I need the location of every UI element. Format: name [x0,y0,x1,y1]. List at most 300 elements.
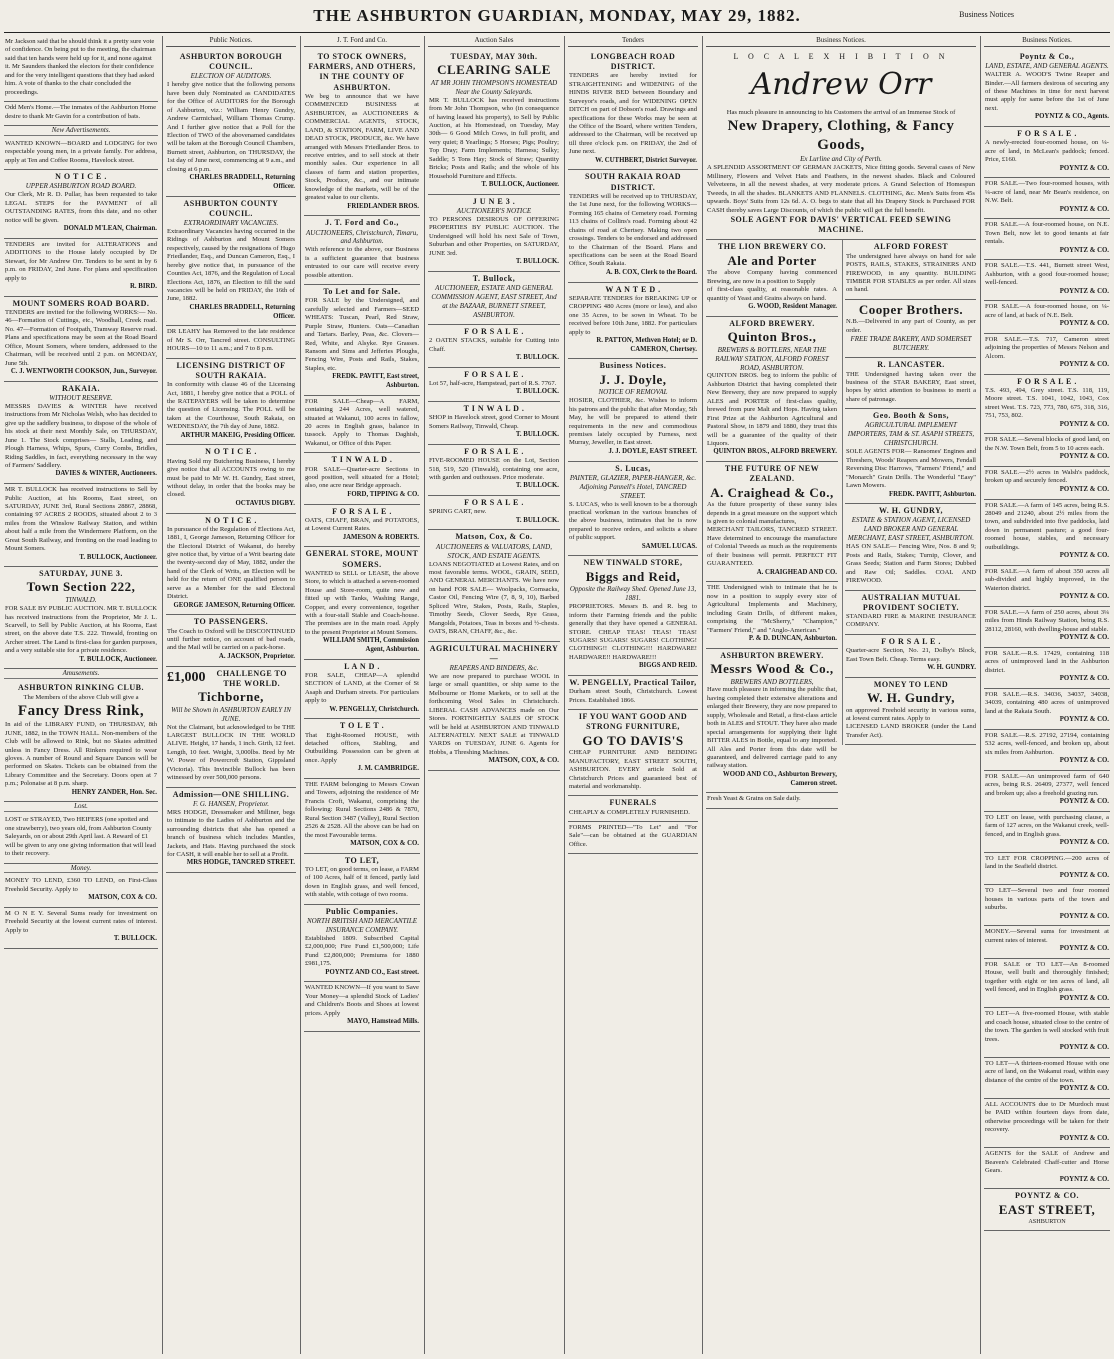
advert-heading: To Let and for Sale. [323,287,401,297]
advert-heading: T. Bullock, [472,273,516,283]
advert-heading: ASHBURTON BREWERY. [720,650,824,660]
advert-block [304,505,420,548]
advert-subheading: NOTICE OF REMOVAL [598,388,668,397]
advert-body: FIVE-ROOMED HOUSE on the Lot, Section 518, 519, 520 (Tinwald), containing one acre, with garden and outhouses. Price moderate. [429,457,559,481]
advert-block [984,648,1110,689]
advert-signature: POYNTZ & CO. [1059,246,1109,254]
advert-body: TENDERS are invited for ALTERATIONS and ADDITIONS to the House lately occupied by Dr Stewart, for Mr Andrew Orr. Tenders to be sent in by 6 p.m. on FRIDAY, 2nd June. For plans and specification apply to [5,240,157,282]
advert-signature: FREDK. PAVITT, Ashburton. [888,490,976,498]
advert-body: TO LET—Several two and four roomed houses in various parts of the town and suburbs. [985,887,1109,912]
advert-subheading: BREWERS AND BOTTLERS, [730,677,814,686]
advert-heading: THE LION BREWERY CO. [717,242,827,252]
advert-signature: R. PATTON, Methven Hotel; or D. CAMERON, Chertsey. [596,337,697,353]
advert-block [428,445,560,496]
advert-block [984,566,1110,607]
advert-body: SPRING CART, new. [429,508,487,516]
advert-signature: W. H. GUNDRY. [927,663,976,671]
advert-block [304,982,420,1031]
advert-signature: J. J. DOYLE, EAST STREET. [608,447,697,455]
advert-subheading: FREE TRADE BAKERY, AND SOMERSET BUTCHERY. [850,335,972,353]
advert-block [568,676,698,710]
article-intro: Mr Jackson said that he should think it a pretty sure vote of confidence. On being put to the meeting, the chairman said that ten hands were held up for it, and none against it. Mr Saunders thanked the electors for their confidence and for the very intelligent questions that they had asked him. A vote of thanks to the chair concluded the proceedings. [4,36,158,102]
advert-signature: WOOD AND CO., Ashburton Brewery, Cameron street. [722,770,837,787]
advert-heading: W. PENGELLY, Practical Tailor, [569,677,697,687]
advert-block [568,359,698,461]
advert-signature: DAVIES & WINTER, Auctioneers. [55,470,157,478]
advert-body: WANTED KNOWN—BOARD and LODGING for two respectable young men, in a private family. For address, apply at Ten and Coffee Rooms, Havelock street. [5,139,157,164]
advert-heading: Admission—ONE SHILLING. [172,789,290,799]
advert-coin: £1,000 [167,669,206,685]
advert-body: N.B.—Delivered in any part of County, as per order. [846,318,976,334]
advert-body: LOANS NEGOTIATED at Lowest Rates, and on most favorable terms. WOOL, GRAIN, SEED, AND GENERAL MERCHANTS. We have now on hand FOR SALE— Woolpacks, Cornsacks, Castor Oil, Fencing Wire (7, 8, 9, 10), Barbed Spliced Wire, Stakes, Posts, Rails, Staples, Timothy Seeds, Clover Seeds, Rye Grass, Mangolds, Potatoes, Teas in boxes and ½-chests. OATS, BRAN, CHAFF, &c., &c. [429,560,559,636]
advert-subheading: BREWERS & BOTTLERS, NEAR THE RAILWAY STATION, ALFORD FOREST ROAD, ASHBURTON. [715,345,829,372]
advert-block [706,317,838,462]
advert-body: In conformity with clause 46 of the Licensing Act, 1881, I hereby give notice that a POLL of the RATEPAYERS will be taken to determine the question of Licensing. The POLL will be taken at the Courthouse, South Rakaia, on WEDNESDAY, the 7th day of June, 1882. [167,381,295,431]
advert-subheading: NORTH BRITISH AND MERCANTILE INSURANCE COMPANY. [306,917,418,934]
signature-andrew-orr: Andrew Orr [750,67,932,103]
advert-body: FOR SALE.—A farm of 145 acres, being R.S. 28049 and 21240, about 2½ miles from the town, and subdivided into five paddocks, laid down in permanent pasture; a good four-roomed house, stables, and necessary outbuildings. [985,501,1109,551]
advert-body: LICENSED LAND BROKER (under the Land Transfer Act). [846,723,976,739]
column-6 [706,36,976,1354]
advert-heading: S. Lucas, [615,463,651,473]
advert-body: FOR SALE.—R.S. 17429, containing 118 acres of unimproved land in the Ashburton district. [985,649,1109,674]
advert-signature: QUINTON BROS., ALFORD BREWERY. [713,448,837,456]
advert-body: Having Sold my Butchering Business, I hereby give notice that all ACCOUNTS owing to me must be paid to Mr W. H. Gundry, East street, without delay, in order that the books may be closed. [167,457,295,499]
advert-signature: J. M. CAMBRIDGE. [357,765,419,773]
advert-signature: P. & D. DUNCAN, Ashburton. [748,634,837,642]
advert-block [984,853,1110,886]
advert-display: CLEARING SALE [437,62,551,78]
advert-signature: MATSON, COX, & CO. [488,757,559,765]
advert-body: The undersigned have always on hand for sale POSTS, RAILS, STAKES, STRAINERS AND FIREWOOD, in any quantity. BUILDING TIMBER FOR STABLES as per order. All sizes on hand. [846,252,976,294]
advert-display: J. J. Doyle, [599,371,667,387]
column-heading: Public Notices. [166,36,296,47]
advert-alford-forest [845,240,976,299]
advert-body: WANTED to SELL or LEASE, the above Store, to which is attached a seven-roomed House and Store-room, quite new and fitted up with Tanks, Washing Range, Copper, and every convenience, together with a four-stall Stable and Coach-house. The premises are in the main road. Apply to the present Proprietor at Mount Somers. [305,569,419,636]
advert-block [166,50,296,197]
advert-body: A SPLENDID ASSORTMENT OF GERMAN JACKETS, Nice fitting goods. Several cases of New Millinery, Flowers and Velvet Hats and Feathers, in the newest shades. Black and Coloured Velveteens, in all the newest shades, at very moderate prices. A Grand Selection of Homespun Tweeds, in all the shades. BLANKETS AND FLANNELS. CLOTHING, &c. Men's Suits from 45s upwards. Boys' Suits from 12s 6d. A. O. begs to state that all his Drapery Stock is Purchased FOR CASH thereby saves Large Discounts, of which the public will get the full benefit. [707,164,975,214]
advert-body: SOLE AGENTS FOR— Ransomes' Engines and Threshers, Woods' Reapers and Mowers, Fendall Reversing Disc Harrows, "Farmers' Friend," and "Monarch" Grain Drills. The Wonderful "Easy" Lawn Mowers. [846,448,976,490]
advert-display: Biggs and Reid, [585,568,681,584]
advert-heading: Matson, Cox, & Co. [455,532,533,542]
advert-body: I hereby give notice that the following persons have been duly Nominated as CANDIDATES for the Office of AUDITORS for the Borough of Ashburton, viz.: William Henry Gundry, Andrew Carmichael, William Thomas Crump. And I further give notice that a Poll for the Election of TWO of the abovenamed candidates will be taken at the Borough Council Chambers, Burnett street, Ashburton, on THURSDAY, the 1st day of June next, commencing at 9 a.m., and closing at 6 p.m. [167,81,295,173]
advert-display: Cooper Brothers. [858,301,964,317]
advert-signature: MAYO, Hamstead Mills. [347,1018,419,1026]
advert-subheading: UPPER ASHBURTON ROAD BOARD. [25,182,137,191]
advert-subheading: AT MR JOHN THOMPSON'S HOMESTEAD Near the County Saleyards. [430,78,558,96]
advert-signature: T. BULLOCK. [113,935,157,943]
advert-block [428,368,560,402]
advert-block [845,504,976,590]
advert-signature: POYNTZ & CO. [1059,1044,1109,1052]
advert-signature: FREDK. PAVITT, East street, Ashburton. [332,373,419,390]
advert-list [428,50,560,771]
advert-subheading: PAINTER, GLAZIER, PAPER-HANGER, &c. Adjoining Pannell's Hotel, TANCRED STREET. [569,473,697,500]
advert-subheading: AUCTIONEER'S NOTICE [456,207,532,216]
advert-block [4,382,158,484]
advert-heading: Geo. Booth & Sons, [873,411,949,421]
advert-signature: T. BULLOCK, Auctioneer. [481,181,559,189]
advert-subheading: EXTRAORDINARY VACANCIES. [183,219,279,228]
advert-andrew-orr [706,50,976,240]
advert-block [845,635,976,678]
advert-body: AGENTS for the SALE of Andrew and Beaven's Celebrated Chaff-cutter and Horse Gears. [985,1150,1109,1175]
advert-display: GO TO DAVIS'S [582,732,684,748]
advert-body: MR T. BULLOCK has received instructions to Sell by Public Auction, at his Rooms, East street, on SATURDAY, JUNE 3rd, Rural Sections 28867, 28868, containing 97 ACRES 2 ROODS, situated about 2 to 3 miles from the Winslow Railway Station, and within about half a mile from the Windermere Platform, on the Great South Railway, and fronting on the road leading to Mount Somers. [5,486,157,553]
advert-signature: POYNTZ & CO. [1059,839,1109,847]
advert-display: Ale and Porter [727,252,817,268]
advert-signature: CHARLES BRADDELL, Returning Officer. [189,303,295,320]
advert-body: FOR SALE.—R.S. 27192, 27194, containing 532 acres, well-fenced, and broken up, about six miles from Ashburton. [985,731,1109,756]
column-3 [304,36,420,1354]
column-rule [300,36,301,1354]
advert-signature: T. BULLOCK, Auctioneer. [79,553,157,561]
advert-subheading: AUCTIONEERS & VALUATORS, LAND, STOCK, AND ESTATE AGENTS. [436,542,552,560]
advert-block [845,678,976,746]
masthead-rule [4,32,1110,33]
advert-signature: POYNTZ & CO. [1059,945,1109,953]
advert-body: CHEAPLY & COMPLETELY FURNISHED. [569,808,690,816]
advert-heading: NEW TINWALD STORE, [583,558,683,568]
advert-block [304,779,420,854]
advert-signature: POYNTZ & CO. [1059,716,1109,724]
advert-heading: CHALLENGE TO THE WORLD. [216,668,287,688]
advert-block [4,484,158,567]
advert-block [568,710,698,796]
advert-heading: F O R S A L E . [464,446,524,456]
masthead-title: THE ASHBURTON GUARDIAN, MONDAY, MAY 29, 1882. [313,6,801,25]
advert-block [984,301,1110,334]
advert-signature: POYNTZ & CO. [1059,164,1109,172]
advert-body: TENDERS are invited for the following WORKS:— No. 46—Formation of Cuttings, etc., Woodhall, Creek road. No. 47—Formation of Footpath, Tramway Reserve road. Plans and specifications may be seen at the Road Board Office, Mount Somers, where tenders, addressed to the Chairman, will be received until 2 p.m. on MONDAY, June 5th. [5,308,157,367]
advert-block [568,170,698,282]
advert-body: Lot 57, half-acre, Hampstead, part of R.S. 7767. [429,379,557,387]
advert-block [304,396,420,454]
advert-body: M O N E Y. Several Sums ready for investment on Freehold Security at the lowest current rates of interest. Apply to [5,910,157,934]
advert-block [166,788,296,874]
advert-body: T.S. 493, 494, Grey street. T.S. 118, 119, Moore street. T.S. 1041, 1042, 1043, Cox street West. T.S. 723, 773, 780, 675, 318, 316, 751, 753, 802. [985,387,1109,420]
advert-heading: THE FUTURE OF NEW ZEALAND. [724,464,820,484]
advert-body: FOR SALE, CHEAP—A splendid SECTION of LAND, at the Corner of St Asaph and Durham streets. For particulars apply to [305,671,419,705]
advert-block [304,854,420,905]
advert-body: TO LET FOR CROPPING.—200 acres of land in the Seafield district. [985,854,1109,871]
advert-heading: LONGBEACH ROAD DISTRICT. [590,51,676,72]
advert-heading: F O R S A L E . [464,498,524,508]
advert-signature: MATSON, COX & CO. [88,894,157,902]
advert-body: FOR SALE BY PUBLIC AUCTION. MR T. BULLOCK has received instructions from the Proprietor, Mr J. L. Scarvell, to Sell by Public Auction, at his Rooms, East street, on the above date T.S. 222. Tinwald, fronting on Archer street. The Land is first-class for garden purposes, and a very suitable site for a private residence. [5,605,157,655]
advert-block [304,905,420,983]
advert-signature: POYNTZ & CO. [1059,757,1109,765]
advert-body: FOR SALE.—2½ acres in Walsh's paddock, broken up and securely fenced. [985,469,1109,485]
advert-body: FOR SALE—Quarter-acre Sections in good position, well situated for a Hotel; also, one acre near Bridge approach. [305,465,419,490]
advert-block [984,434,1110,467]
advert-signature: FRIEDLANDER BROS. [347,202,419,210]
advert-block [706,462,838,582]
advert-body: Extraordinary Vacancies having occurred in the Ridings of Ashburton and Mount Somers respectively, caused by the resignations of Hugo Friedlander, Esq., and Duncan Cameron, Esq., I hereby give notice that, in pursuance of the Counties Act, 1876, and the Regulation of Local Elections Act, 1876, an Election to fill the said vacancies will be held on FRIDAY, the 16th of June, 1882. [167,227,295,303]
advert-display: Fancy Dress Rink, [17,703,145,719]
advert-signature: T. BULLOCK. [515,354,559,361]
advert-poyntz-footer [984,1189,1110,1231]
advert-body: DR LEAHY has Removed to the late residence of Mr S. Orr, Tancred street. CONSULTING HOURS—10 to 11 a.m.; and 7 to 8 p.m. [167,328,295,353]
advert-block [304,547,420,659]
advert-list [304,50,420,1032]
advert-subheading: TINWALD. [65,596,97,605]
advert-signature: DONALD M'LEAN, Chairman. [63,225,157,233]
advert-text: Has much pleasure in announcing to his Customers the arrival of an Immense Stock of [726,108,956,116]
advert-signature: MATSON, COX & CO. [350,840,419,848]
advert-body: FOR SALE.—A farm of 250 acres, about 3¼ miles from Hinds Railway Station, being R.S. 28112, 28160, with dwelling-house and stable. [985,608,1109,633]
advert-block [304,719,420,779]
advert-display: Tichborne, [198,689,264,705]
advert-body: FOR SALE.—A farm of about 350 acres all sub-divided and highly improved, in the Waterton district. [985,567,1109,592]
advert-body: ALL ACCOUNTS due to Dr Murdoch must be PAID within fourteen days from date, otherwise proceedings will be taken for their recovery. [985,1100,1109,1134]
advert-block [845,591,976,635]
advert-block [984,959,1110,1008]
advert-display: Quinton Bros., [727,328,817,344]
advert-body: The above Company having commenced Brewing, are now in a position to Supply [707,269,837,285]
advert-signature: OCTAVIUS DIGBY. [235,499,295,507]
advert-body: 2 OATEN STACKS, suitable for Cutting into Chaff. [429,337,559,353]
advert-subheading: Ex Lurline and City of Perth. [800,155,882,164]
column-heading: Auction Sales [428,36,560,47]
section-label: Amusements. [4,669,158,679]
advert-body: QUINTON BROS. beg to inform the public of Ashburton District that having completed their New Brewery, they are now prepared to supply ALES and PORTER of first-class quality, brewed from pure Malt and Hops. Having taken First Prize at the Ashburton Agricultural and Pastoral Show, in 1879 and 1880, they trust this will be a guarantee of the quality of their Liquors. [707,372,837,447]
advert-body: TO PERSONS DESIROUS OF OFFERING PROPERTIES BY PUBLIC AUCTION. The Undersigned will hold his next Sale of Town, Suburban and other Properties, on SATURDAY, JUNE 3rd. [429,215,559,257]
advert-block [166,514,296,616]
advert-display: Town Section 222, [26,579,136,595]
advert-body: of first-class quality, at reasonable rates. A quantity of Yeast and Grains always on hand. [707,286,837,302]
advert-body: FOR SALE.—R.S. 34036, 34037, 34038, 34039, containing 480 acres of unimproved land at the Rakaia South. [985,690,1109,715]
advert-body: FOR SALE.—Several blocks of good land, on the N.W. Town Belt, from 5 to 10 acres each. [985,436,1109,452]
section-label: New Advertisements. [4,126,158,136]
advert-signature: POYNTZ & CO. [1059,1175,1109,1183]
advert-heading: F O R S A L E . [1017,376,1077,386]
advert-signature: POYNTZ & CO. [1059,675,1109,683]
advert-body: We are now prepared to purchase WOOL in large or small quantities, or ship same to the Melbourne or Home Markets, or to sell at the forthcoming Wool Sales in Christchurch. LIBERAL CASH ADVANCES made on Our Stores. FORTNIGHTLY SALES OF STOCK will be held at ASHBURTON AND TINWALD ALTERNATELY. NEXT SALE at TINWALD YARDS on TUESDAY, JUNE 6. Agents for Hobbs, a Threshing Machines. [429,672,559,756]
advert-block [984,178,1110,219]
advert-block [4,297,158,382]
advert-body: A newly-erected four-roomed house, on ¼-acre of land, in McLean's paddock; fenced. Price, £160. [985,139,1109,164]
advert-subheading: F. G. HANSEN, Proprietor. [192,799,270,808]
advert-block [568,462,698,557]
advert-body: MRS HODGE, Dressmaker and Milliner, begs to intimate to the Ladies of Ashburton and the surrounding districts that she has opened a branch of business which includes Mantles, Jackets, and Hats. Having purchased the stock for CASH, it will enable her to sell at a Profit. [167,808,295,859]
advert-heading: ALFORD BREWERY. [729,318,815,328]
advert-body: MONEY.—Several sums for investment at current rates of interest. [985,928,1109,944]
advert-signature: POYNTZ & CO. [1059,994,1109,1002]
advert-block [4,875,158,908]
advert-signature: POYNTZ & CO. [1059,1134,1109,1142]
advert-signature: W. PENGELLY, Christchurch. [329,705,419,713]
advert-block [166,445,296,513]
advert-block [984,1148,1110,1189]
advert-block [706,649,838,794]
advert-body: FOR SALE or TO LET—An 8-roomed House, well built and thoroughly finished; together with eight or ten acres of land, all well fenced, and in English grass. [985,961,1109,994]
advert-heading: F O R S A L E . [464,326,524,336]
advert-signature: POYNTZ & CO. [1059,593,1109,601]
advert-subheading: Will be Shown in ASHBURTON EARLY IN JUNE. [171,705,291,723]
column-4 [428,36,560,1354]
advert-block [984,689,1110,730]
advert-heading: ASHBURTON COUNTY COUNCIL. [183,198,279,218]
advert-body: TO LET—A thirteen-roomed House with one acre of land, on the Wakanui road, within easy distance of the centre of the town. [985,1059,1109,1084]
advert-block [4,170,158,239]
advert-signature: T. BULLOCK. [515,482,559,490]
advert-block [4,908,158,949]
advert-heading: T I N W A L D . [331,455,393,465]
advert-heading: TO PASSENGERS. [193,617,269,627]
advert-block [984,500,1110,566]
advert-heading: N O T I C E . [55,172,107,182]
advert-signature: POYNTZ & CO. [1059,320,1109,328]
advert-signature: JAMESON & ROBERTS. [342,533,419,541]
advert-footer: SOLE AGENT FOR DAVIS' VERTICAL FEED SEWING MACHINE. [730,214,952,235]
advert-body: FOR SALE by the Undersigned, and carefully selected and Farmers—SEED WHEATS: Tuscan, Pearl, Red Straw, Purple Straw, Hunters. Oats—Canadian and Tartars. Barley, Peas, &c. Clovers—Red, White, and Alsyke. Rye Grasses. Ransom and Sims and Jefferies Ploughs, Fencing Wire, Posts and Rails, Stakes, Staples, etc. [305,297,419,372]
advert-display: W. H. Gundry, [866,689,956,705]
advert-body: FOR SALE.—An unimproved farm of 640 acres, being R.S. 26409, 27377, well fenced and broken up; also a freehold grazing run. [985,772,1109,797]
advert-block [428,530,560,641]
column-rule [980,36,981,1354]
advert-block [568,50,698,171]
advert-body: FOR SALE.—T.S. 717, Cameron street adjoining the properties of Messrs Nelson and Alcorn. [985,335,1109,360]
column-rule [702,36,703,1354]
advert-subheading: Opposite the Railway Shed. Opened June 13, 1881. [569,585,697,603]
advert-block [568,822,698,854]
advert-list [568,50,698,854]
advert-block [984,607,1110,648]
advert-block [166,197,296,327]
advert-signature: G. WOOD, Resident Manager. [748,303,837,311]
advert-block [166,615,296,666]
advert-signature: R. BIRD. [129,283,157,291]
advert-signature: POYNTZ & CO. [1059,552,1109,560]
advert-block [984,885,1110,926]
advert-block [304,50,420,216]
advert-body: SEPARATE TENDERS for BREAKING UP or CROPPING 480 Acres (more or less), and also one 35 Acres, to be sown in Wheat. To be received before 10th June, 1882. For particulars apply to [569,294,697,336]
advert-body: CHEAP FURNITURE AND BEDDING MANUFACTORY, EAST STREET SOUTH, ASHBURTON. EVERY article Sold at Christchurch Prices and guaranteed best of material and workmanship. [569,749,697,790]
advert-body: That Eight-Roomed HOUSE, with detached offices, Stabling, and Outbuilding. Possession can be given at once. Apply [305,731,419,764]
advert-text: The Members of the above Club will give a [23,693,139,701]
advert-body: As the future prosperity of these sunny isles depends in a great measure on the support which is given to colonial manufactures, [707,501,837,526]
advert-block [984,730,1110,771]
advert-body: STANDARD FIRE & MARINE INSURANCE COMPANY. [846,612,976,629]
advert-subheading: ELECTION OF AUDITORS. [190,72,272,81]
advert-block [984,375,1110,435]
masthead [0,6,1114,32]
advert-heading: TO LET, [344,855,380,865]
advert-body: S. LUCAS, who is well known to be a thorough practical workman in the various branches of the above business, intimates that he is now prepared to receive orders, and solicits a share of public support. [569,500,697,542]
advert-body: FORMS PRINTED—"To Let" and "For Sale"—can be obtained at the GUARDIAN Office. [569,824,697,848]
advert-block [706,582,838,648]
advert-heading: L A N D . [344,661,380,671]
advert-body: OATS, CHAFF, BRAN, and POTATOES, at Lowest Current Rates. [305,516,419,533]
advert-signature: POYNTZ & CO. [1059,361,1109,369]
advert-block [706,240,838,316]
advert-signature: POYNTZ & CO. [1059,912,1109,920]
column-2 [166,36,296,1354]
advert-signature: W. CUTHBERT, District Surveyor. [595,156,697,164]
advert-body: The Coach to Oxford will be DISCONTINUED until further notice, on account of bad roads, and the Mail will be carried on a pack-horse. [167,627,295,652]
advert-display: EAST STREET, [998,1201,1096,1217]
column-1 [4,36,158,1354]
advert-block [568,556,698,676]
advert-list [4,138,158,669]
advert-block [984,127,1110,178]
advert-body: In pursuance of the Regulation of Elections Act, 1881, I, George Jameson, Returning Officer for the Electoral District of Wakanui, do hereby give notice that, by virtue of a Writ bearing date the twenty-second day of May, 1882, under the hand of the Clerk of Writs, an Election will be held for the return of ONE qualified person to serve as a Member for the said Electoral District. [167,525,295,601]
advert-heading: W. H. GUNDRY, [878,506,944,516]
advert-signature: BIGGS AND REID. [639,662,697,670]
advert-block [428,402,560,445]
section-label: Money. [4,864,158,874]
advert-block [984,771,1110,812]
column-7 [984,36,1110,1354]
advert-heading: TUESDAY, MAY 30th. [450,51,538,61]
advert-body: Durham street South, Christchurch. Lowest Prices. Established 1866. [569,688,697,704]
advert-subheading: ESTATE & STATION AGENT, LICENSED LAND BROKER AND GENERAL MERCHANT, EAST STREET, ASHBURTON. [847,516,975,543]
advert-heading: MOUNT SOMERS ROAD BOARD. [12,298,150,308]
advert-heading: F O R S A L E . [881,636,941,646]
advert-body: FOR SALE.—T.S. 441, Burnett street West, Ashburton, with a good four-roomed house; well-fenced. [985,262,1109,287]
column-heading: Tenders [568,36,698,47]
advert-block [984,260,1110,301]
advert-heading: IF YOU WANT GOOD AND STRONG FURNITURE, [578,712,688,732]
advert-block [984,1099,1110,1148]
article-oddfellows: Odd Men's Home.—The inmates of the Ashburton Home desire to thank Mr Gavin for a contribution of bats. [4,102,158,126]
advert-heading: ASHBURTON BOROUGH COUNCIL. [179,51,283,72]
advert-signature: C. J. WENTWORTH COOKSON, Jun., Surveyor. [10,368,157,375]
advert-body: Have much pleasure in informing the public that, having completed their extensive alterations and enlarged their Brewery, they are now prepared to supply, Wholesale and Retail, a first-class article both in ALES and STOUT. They have also made special arrangements for supplying their light BITTER ALES in Bottle, equal to any imported. All Ales and Porter from this date will be guaranteed, and delivered carriage paid to any railway station. [707,686,837,770]
advert-signature: POYNTZ & CO. [1059,205,1109,213]
advert-signature: T. BULLOCK. [515,258,559,266]
advert-body: PROPRIETORS. Messrs B. and R. beg to inform their Farming friends and the public generally that they have opened a GENERAL STORE. CHEAP TEAS! TEAS! TEAS! SUGARS! SUGARS! SUGARS! CLOTHING! CLOTHING!! CLOTHING!!! HARDWARE! HARDWARE!! HARDWARE!!! [569,603,697,661]
advert-body: THE Undersigned wish to intimate that he is now in a position to supply every size of Agricultural Implements and Machinery, including Grain Drills, of different makes, comprising the "McSherry," "Champion," "Farmers' Friend," and "Anglo-American." [707,584,837,634]
advert-list [845,358,976,745]
advert-signature: MRS HODGE, TANCRED STREET. [186,859,295,867]
advert-block [984,334,1110,375]
advert-body: Not the Claimant, but acknowledged to be THE LARGEST BULLOCK IN THE WORLD ALIVE. Height, 17 hands, 1 inch. Girth, 12 feet. Length, 10 feet. Weight, 3,000lbs. Bred by Mr W. Power of Powercroft Station, Gippsland (Victoria). This Invincible Bullock has been witnessed by over 500,000 persons. [167,723,295,782]
advert-body: WALTER A. WOOD'S Twine Reaper and Binder.—All farmers desirous of securing any of these Machines in time for next harvest must apply for same before the 1st of June next. [985,71,1109,112]
advert-body: FOR SALE.—A four-roomed house, on ¼-acre of land, at back of N.E. Belt. [985,303,1109,319]
advert-body: HOSIER, CLOTHIER, &c. Wishes to inform his patrons and the public that after Monday, 5th May, he will be prepared to attend their requirements in the new and commodious premises lately occupied by Furness, next Murray, Jeweller, in East street. [569,397,697,447]
sub-columns [706,240,976,1240]
advert-heading: GENERAL STORE, MOUNT SOMERS. [305,549,419,569]
advert-heading: ALFORD FOREST [873,242,949,252]
advert-body: FOR SALE.—Two four-roomed houses, with ¼-acre of land, near Mr Bean's residence, on N.W. Belt. [985,180,1109,205]
advert-body: TO LET on lease, with purchasing clause, a farm of 127 acres, on the Wakanui creek, well-fenced, and in English grass. [985,813,1109,838]
advert-heading: AUSTRALIAN MUTUAL PROVIDENT SOCIETY. [861,592,961,612]
advert-body: WANTED KNOWN—If you want to Save Your Money—a splendid Stock of Ladies' and Children's Boots and Shoes at lowest prices. Apply [305,984,419,1017]
advert-block [984,50,1110,127]
column-rule [162,36,163,1354]
advert-heading: J U N E 3 . [472,196,516,206]
advert-body: THE Undersigned having taken over the business of the STAR BAKERY, East street, hopes by strict attention to business to merit a share of patronage. [846,370,976,403]
advert-signature: POYNTZ & CO., Agents. [1034,113,1109,121]
advert-heading: R. LANCASTER. [877,360,945,370]
advert-subheading: LAND, ESTATE, AND GENERAL AGENTS. [985,62,1109,71]
advert-block [304,453,420,504]
advert-signature: A. CRAIGHEAD AND CO. [756,568,837,576]
advert-body: TO LET, on good terms, on lease, a FARM of 100 Acres, half of it fenced, partly laid down in English grass, and well fenced, with stable, with cottage of two rooms. [305,866,419,899]
advert-body: on approved Freehold security in various sums, at lowest current rates. Apply to [846,706,976,722]
advert-body: Our Clerk, Mr R. D. Pullar, has been requested to take LEGAL STEPS for the PAYMENT of all OUTSTANDING RATES, from this date, and no other notice will be given. [5,191,157,224]
advert-body: FOR SALE.—A four-roomed house, on N.E. Town Belt, now let to good tenants at fair rentals. [985,221,1109,246]
advert-body: We beg to announce that we have COMMENCED BUSINESS at ASHBURTON, as AUCTIONEERS & COMMERCIAL AGENTS, STOCK, LAND, & STATION, FARM, LIVE AND DEAD STOCK, PRODUCE, &c. We have arranged with Messrs Friedlander Bros. to receive entries, and to sell stock at their monthly sales. Our experience in all classes of farm and station properties, Stock, Produce, &c., and our intimate knowledge of the markets, will be of the greatest value to our clients. [305,92,419,202]
advert-block [568,283,698,360]
advert-signature: T. BULLOCK. [515,516,559,524]
advert-heading: T I N W A L D . [463,404,525,414]
advert-body: In aid of the LIBRARY FUND, on THURSDAY, 8th JUNE, 1882, in the TOWN HALL. Non-members of the Club will be allowed to Rink, but no Skates admitted unless in Fancy Dress. All Rinkers required to wear gloves. A number of Round and Square Dances will be performed on Skates. Tickets can be obtained from the Library Committee and the Secretary. Doors open at 7 p.m.; Polonaise at 8 p.m. sharp. [5,721,157,788]
advert-body: TENDERS will be received up to THURSDAY, the 1st June next, for the following WORKS— Forming 165 chains of Cemetery road. Forming 113 chains of Collins's road. Forming about 42 chains of road at Chertsey. Making two open crossings. Tenders to be endorsed and addressed to the Chairman of the Board. Plans and specifications can be seen at the Road Board Office, South Rakaia. [569,192,697,268]
advert-subheading: AGRICULTURAL IMPLEMENT IMPORTERS, TAM & ST. ASAPH STREETS, CHRISTCHURCH. [847,421,975,448]
